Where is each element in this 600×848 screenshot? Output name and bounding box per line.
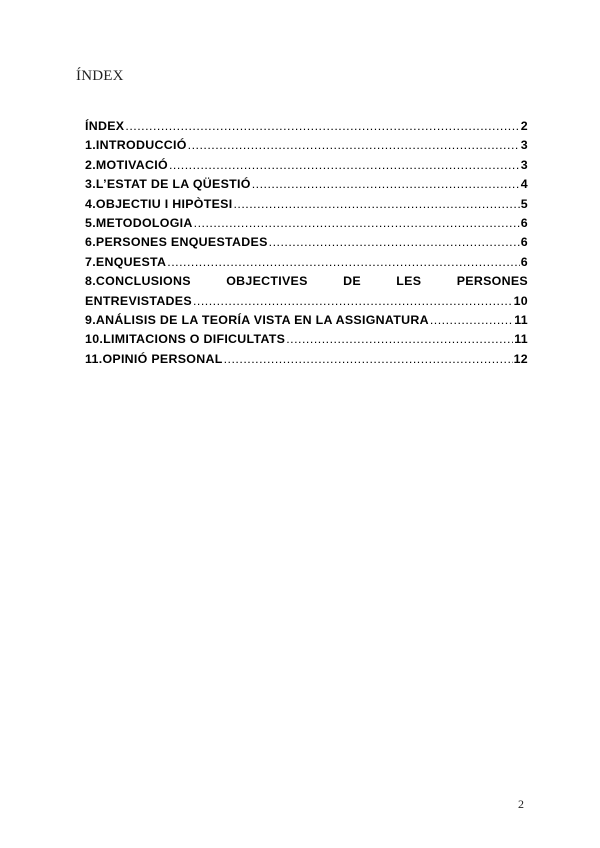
toc-dot-leader <box>188 136 520 155</box>
toc-entry-opinio-personal[interactable] <box>85 350 528 369</box>
toc-entry-page: 5 <box>520 196 528 211</box>
toc-entry-page: 11 <box>514 332 528 347</box>
toc-entry-title-line <box>85 272 528 291</box>
toc-entry-title: 3.L’ESTAT DE LA QÜESTIÓ <box>85 177 251 192</box>
page-heading: ÍNDEX <box>76 68 124 84</box>
toc-entry-page: 4 <box>520 177 528 192</box>
page-number: 2 <box>518 797 524 811</box>
toc-dot-leader <box>286 330 513 349</box>
toc-entry-title: 1.INTRODUCCIÓ <box>85 138 187 153</box>
toc-entry-title: 6.PERSONES ENQUESTADES <box>85 235 268 250</box>
toc-entry-persones-enquestades[interactable] <box>85 233 528 252</box>
toc-dot-leader <box>167 253 520 272</box>
toc-entry-title: 10.LIMITACIONS O DIFICULTATS <box>85 332 286 347</box>
toc-entry-page: 12 <box>513 351 528 366</box>
toc-entry-metodologia[interactable] <box>85 214 528 233</box>
table-of-contents <box>85 117 528 369</box>
toc-dot-leader <box>233 195 519 214</box>
toc-entry-title: ENTREVISTADES <box>85 293 192 308</box>
toc-entry-conclusions[interactable] <box>85 272 528 311</box>
toc-entry-word: PERSONES <box>456 274 528 289</box>
toc-entry-word: LES <box>396 274 422 289</box>
toc-entry-page: 10 <box>513 293 528 308</box>
toc-entry-page: 3 <box>520 138 528 153</box>
toc-entry-word: OBJECTIVES <box>226 274 308 289</box>
toc-entry-title: ÍNDEX <box>85 119 125 133</box>
toc-entry-title: 4.OBJECTIU I HIPÒTESI <box>85 196 233 211</box>
toc-entry-introduccio[interactable] <box>85 136 528 155</box>
toc-entry-continuation <box>85 292 528 311</box>
toc-entry-motivacio[interactable] <box>85 156 528 175</box>
toc-entry-title: 5.METODOLOGIA <box>85 216 193 231</box>
toc-dot-leader <box>125 117 519 136</box>
toc-dot-leader <box>252 175 520 194</box>
toc-entry-page: 6 <box>520 235 528 250</box>
toc-entry-analisis-teoria[interactable] <box>85 311 528 330</box>
toc-entry-limitacions[interactable] <box>85 330 528 349</box>
toc-entry-index[interactable] <box>85 117 528 136</box>
toc-entry-title: 11.OPINIÓ PERSONAL <box>85 351 223 366</box>
toc-entry-page: 3 <box>520 157 528 172</box>
toc-dot-leader <box>430 311 513 330</box>
toc-dot-leader <box>224 350 513 369</box>
toc-dot-leader <box>169 156 520 175</box>
toc-entry-page: 6 <box>520 254 528 269</box>
toc-entry-title: 7.ENQUESTA <box>85 254 167 269</box>
toc-entry-word: 8.CONCLUSIONS <box>85 274 191 289</box>
toc-entry-page: 2 <box>520 119 528 133</box>
toc-entry-enquesta[interactable] <box>85 253 528 272</box>
toc-dot-leader <box>269 233 520 252</box>
toc-dot-leader <box>193 292 513 311</box>
toc-entry-title: 2.MOTIVACIÓ <box>85 157 168 172</box>
toc-entry-objectiu-hipotesi[interactable] <box>85 195 528 214</box>
toc-entry-page: 6 <box>520 216 528 231</box>
toc-entry-word: DE <box>343 274 361 289</box>
toc-entry-estat-questio[interactable] <box>85 175 528 194</box>
toc-dot-leader <box>194 214 520 233</box>
toc-entry-title: 9.ANÁLISIS DE LA TEORÍA VISTA EN LA ASSIGNATURA <box>85 313 429 328</box>
toc-entry-page: 11 <box>514 313 528 328</box>
